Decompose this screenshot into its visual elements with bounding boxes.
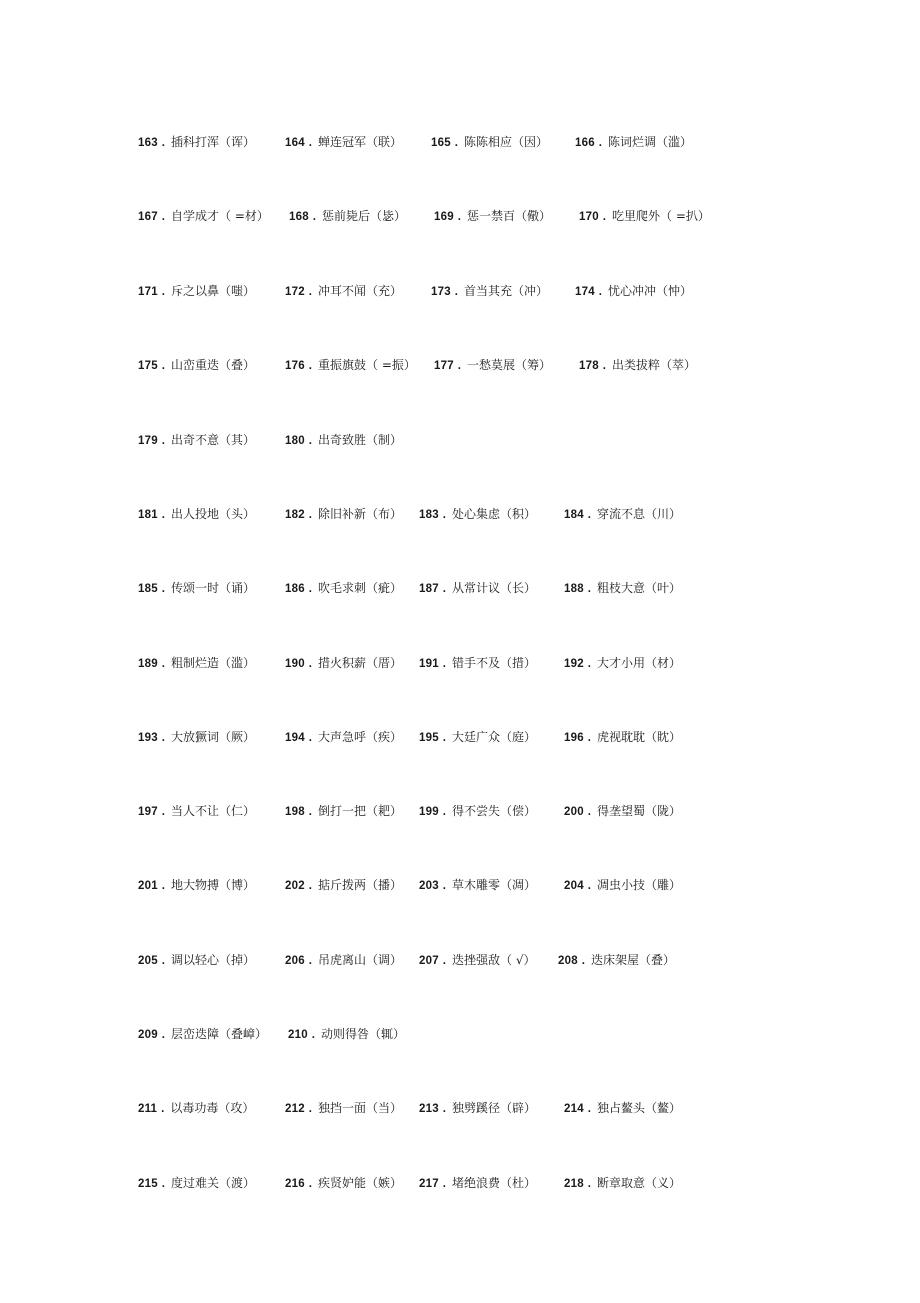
entry-number-dot: . — [161, 658, 165, 670]
idiom-entry — [564, 653, 681, 674]
idiom-entry — [564, 875, 681, 896]
idiom-entry — [419, 950, 535, 971]
idiom-entry — [564, 801, 681, 822]
entry-number: 197 — [138, 806, 158, 818]
idiom-entry — [285, 430, 402, 451]
entry-number-dot: . — [311, 1029, 315, 1041]
entry-row — [0, 281, 920, 301]
entry-text: 大声急呼（疾） — [318, 730, 403, 744]
entry-number: 166 — [575, 137, 595, 149]
entry-text: 掂斤拨两（播） — [318, 878, 403, 892]
entry-text: 陈词烂调（滥） — [608, 135, 693, 149]
entry-number: 198 — [285, 806, 305, 818]
entry-number: 205 — [138, 955, 158, 967]
idiom-entry — [138, 355, 255, 376]
entry-row — [0, 504, 920, 524]
entry-text: 山峦重迭（叠） — [171, 358, 256, 372]
entry-row — [0, 355, 920, 375]
idiom-entry — [138, 1098, 254, 1119]
entry-row — [0, 1098, 920, 1118]
idiom-entry — [431, 281, 548, 302]
entry-number: 175 — [138, 360, 158, 372]
entry-text: 出奇不意（其） — [171, 433, 256, 447]
entry-row — [0, 801, 920, 821]
entry-number-dot: . — [161, 732, 165, 744]
entry-text: 得不尝失（偿） — [452, 804, 537, 818]
entry-text: 倒打一把（耙） — [318, 804, 403, 818]
idiom-entry — [138, 132, 255, 153]
entry-number-dot: . — [308, 806, 312, 818]
idiom-entry — [419, 653, 536, 674]
entry-number: 186 — [285, 583, 305, 595]
entry-number-dot: . — [161, 880, 165, 892]
entry-number: 216 — [285, 1178, 305, 1190]
entry-number-dot: . — [442, 583, 446, 595]
entry-number: 185 — [138, 583, 158, 595]
entry-number: 217 — [419, 1178, 439, 1190]
entry-number: 165 — [431, 137, 451, 149]
entry-text: 草木雕零（凋） — [452, 878, 537, 892]
idiom-entry — [285, 1173, 402, 1194]
entry-number-dot: . — [457, 360, 461, 372]
idiom-entry — [419, 504, 536, 525]
idiom-entry — [575, 132, 692, 153]
entry-text: 地大物搏（博） — [171, 878, 256, 892]
entry-number-dot: . — [587, 1178, 591, 1190]
entry-number: 203 — [419, 880, 439, 892]
entry-number-dot: . — [598, 137, 602, 149]
entry-number: 214 — [564, 1103, 584, 1115]
entry-number-dot: . — [602, 211, 606, 223]
entry-number-dot: . — [442, 658, 446, 670]
idiom-entry — [419, 801, 536, 822]
entry-text: 疾贤妒能（嫉） — [318, 1176, 403, 1190]
entry-number: 192 — [564, 658, 584, 670]
entry-row — [0, 578, 920, 598]
entry-row — [0, 132, 920, 152]
idiom-entry — [285, 132, 402, 153]
entry-number: 177 — [434, 360, 454, 372]
entry-text: 措火积薪（厝） — [318, 656, 403, 670]
entry-row — [0, 653, 920, 673]
idiom-entry — [138, 875, 255, 896]
entry-number: 211 — [138, 1103, 158, 1115]
entry-number-dot: . — [442, 955, 446, 967]
entry-text: 断章取意（义） — [597, 1176, 682, 1190]
entry-number-dot: . — [161, 435, 165, 447]
entry-text: 吊虎离山（调） — [318, 953, 403, 967]
idiom-entry — [419, 1098, 536, 1119]
idiom-entry — [138, 653, 255, 674]
entry-text: 斥之以鼻（嗤） — [171, 284, 256, 298]
entry-number: 200 — [564, 806, 584, 818]
entry-number-dot: . — [308, 955, 312, 967]
entry-number: 182 — [285, 509, 305, 521]
entry-row — [0, 950, 920, 970]
entry-text: 吃里爬外（ =扒） — [612, 209, 710, 223]
entry-number-dot: . — [587, 806, 591, 818]
idiom-entry — [564, 1098, 681, 1119]
entry-number: 212 — [285, 1103, 305, 1115]
entry-number-dot: . — [161, 1103, 165, 1115]
entry-text: 出奇致胜（制） — [318, 433, 403, 447]
idiom-entry — [138, 1024, 267, 1045]
idiom-entry — [431, 132, 548, 153]
idiom-entry — [419, 1173, 536, 1194]
entry-number: 179 — [138, 435, 158, 447]
entry-text: 重振旗鼓（ =振） — [318, 358, 416, 372]
entry-number: 168 — [289, 211, 309, 223]
entry-number: 167 — [138, 211, 158, 223]
idiom-entry — [138, 281, 255, 302]
idiom-entry — [138, 206, 269, 227]
entry-text: 吹毛求刺（疵） — [318, 581, 403, 595]
entry-row — [0, 1024, 920, 1044]
entry-text: 忧心冲冲（忡） — [608, 284, 693, 298]
entry-number-dot: . — [581, 955, 585, 967]
entry-number-dot: . — [161, 806, 165, 818]
idiom-entry — [419, 578, 536, 599]
entry-number-dot: . — [308, 880, 312, 892]
entry-number-dot: . — [442, 1103, 446, 1115]
entry-number-dot: . — [308, 435, 312, 447]
entry-number-dot: . — [308, 286, 312, 298]
entry-number: 183 — [419, 509, 439, 521]
entry-number-dot: . — [587, 732, 591, 744]
entry-number-dot: . — [457, 211, 461, 223]
entry-number-dot: . — [161, 1029, 165, 1041]
entry-number: 210 — [288, 1029, 308, 1041]
entry-text: 度过难关（渡） — [171, 1176, 256, 1190]
entry-number: 170 — [579, 211, 599, 223]
idiom-entry — [289, 206, 406, 227]
entry-number: 201 — [138, 880, 158, 892]
entry-number: 184 — [564, 509, 584, 521]
entry-number: 172 — [285, 286, 305, 298]
idiom-entry — [558, 950, 675, 971]
entry-number-dot: . — [587, 1103, 591, 1115]
entry-text: 一愁莫展（筹） — [467, 358, 552, 372]
entry-number-dot: . — [308, 137, 312, 149]
entry-text: 独劈蹊径（辟） — [452, 1101, 537, 1115]
entry-text: 得垄望蜀（陇） — [597, 804, 682, 818]
entry-text: 迭挫强敌（ √） — [452, 953, 536, 967]
entry-number-dot: . — [308, 1103, 312, 1115]
entry-number: 187 — [419, 583, 439, 595]
entry-text: 冲耳不闻（充） — [318, 284, 403, 298]
entry-number: 218 — [564, 1178, 584, 1190]
entry-number: 180 — [285, 435, 305, 447]
entry-number-dot: . — [454, 286, 458, 298]
entry-text: 惩前毙后（毖） — [322, 209, 407, 223]
entry-text: 大才小用（材） — [597, 656, 682, 670]
idiom-entry — [285, 504, 402, 525]
idiom-entry — [564, 504, 681, 525]
idiom-entry — [564, 727, 681, 748]
idiom-entry — [138, 1173, 255, 1194]
entry-number-dot: . — [442, 1178, 446, 1190]
idiom-entry — [285, 653, 402, 674]
entry-number-dot: . — [161, 1178, 165, 1190]
idiom-entry — [138, 727, 255, 748]
idiom-entry — [138, 504, 255, 525]
entry-number-dot: . — [308, 1178, 312, 1190]
entry-number: 206 — [285, 955, 305, 967]
entry-number-dot: . — [587, 509, 591, 521]
entry-number-dot: . — [587, 583, 591, 595]
idiom-entry — [285, 950, 402, 971]
entry-number-dot: . — [161, 509, 165, 521]
entry-row — [0, 727, 920, 747]
entry-number-dot: . — [442, 806, 446, 818]
entry-number: 169 — [434, 211, 454, 223]
entry-text: 陈陈相应（因） — [464, 135, 549, 149]
entry-number: 215 — [138, 1178, 158, 1190]
idiom-entry — [138, 578, 255, 599]
entry-text: 独挡一面（当） — [318, 1101, 403, 1115]
entry-text: 插科打浑（诨） — [171, 135, 256, 149]
entry-text: 层峦迭障（叠嶂） — [171, 1027, 268, 1041]
entry-text: 惩一禁百（儆） — [467, 209, 552, 223]
idiom-entry — [138, 430, 255, 451]
entry-text: 虎视耽耽（眈） — [597, 730, 682, 744]
entry-number: 204 — [564, 880, 584, 892]
entry-number: 208 — [558, 955, 578, 967]
entry-number: 191 — [419, 658, 439, 670]
entry-text: 调以轻心（掉） — [171, 953, 256, 967]
idiom-entry — [579, 355, 696, 376]
entry-number: 207 — [419, 955, 439, 967]
entry-number-dot: . — [308, 509, 312, 521]
idiom-entry — [419, 875, 536, 896]
entry-text: 动则得咎（辄） — [321, 1027, 406, 1041]
entry-number-dot: . — [598, 286, 602, 298]
entry-number: 193 — [138, 732, 158, 744]
entry-text: 传颂一时（诵） — [171, 581, 256, 595]
entry-text: 迭床架屋（叠） — [591, 953, 676, 967]
idiom-entry — [434, 206, 551, 227]
entry-number: 189 — [138, 658, 158, 670]
entry-number-dot: . — [442, 880, 446, 892]
entry-row — [0, 1173, 920, 1193]
entry-number-dot: . — [161, 286, 165, 298]
entry-number: 199 — [419, 806, 439, 818]
entry-number-dot: . — [602, 360, 606, 372]
entry-number-dot: . — [161, 137, 165, 149]
entry-text: 蝉连冠军（联） — [318, 135, 403, 149]
entry-text: 大廷广众（庭） — [452, 730, 537, 744]
entry-number-dot: . — [308, 658, 312, 670]
entry-number: 209 — [138, 1029, 158, 1041]
entry-number: 171 — [138, 286, 158, 298]
entry-number-dot: . — [442, 509, 446, 521]
entry-number-dot: . — [308, 360, 312, 372]
entry-number: 164 — [285, 137, 305, 149]
entry-number-dot: . — [454, 137, 458, 149]
idiom-entry — [138, 801, 255, 822]
entry-text: 凋虫小技（雕） — [597, 878, 682, 892]
entry-text: 穿流不息（川） — [597, 507, 682, 521]
entry-text: 粗枝大意（叶） — [597, 581, 682, 595]
idiom-entry — [434, 355, 551, 376]
idiom-entry — [285, 578, 402, 599]
entry-number: 213 — [419, 1103, 439, 1115]
idiom-entry — [285, 281, 402, 302]
entry-number-dot: . — [161, 583, 165, 595]
idiom-entry — [575, 281, 692, 302]
idiom-entry — [288, 1024, 405, 1045]
entry-text: 首当其充（冲） — [464, 284, 549, 298]
entry-number: 181 — [138, 509, 158, 521]
entry-number-dot: . — [161, 360, 165, 372]
entry-number: 195 — [419, 732, 439, 744]
entry-number-dot: . — [161, 211, 165, 223]
entry-text: 大放獗词（厥） — [171, 730, 256, 744]
entry-number: 194 — [285, 732, 305, 744]
entry-text: 独占鳌头（鳌） — [597, 1101, 682, 1115]
entry-text: 处心集虑（积） — [452, 507, 537, 521]
entry-number: 196 — [564, 732, 584, 744]
idiom-entry — [285, 875, 402, 896]
entry-number: 173 — [431, 286, 451, 298]
entry-row — [0, 430, 920, 450]
entry-number: 190 — [285, 658, 305, 670]
idiom-entry — [285, 801, 402, 822]
idiom-entry — [419, 727, 536, 748]
entry-text: 当人不让（仁） — [171, 804, 256, 818]
entry-number: 178 — [579, 360, 599, 372]
entry-number-dot: . — [312, 211, 316, 223]
entry-number: 188 — [564, 583, 584, 595]
entry-text: 出类拔粹（萃） — [612, 358, 697, 372]
entry-row — [0, 206, 920, 226]
idiom-entry — [579, 206, 710, 227]
entry-text: 自学成才（ =材） — [171, 209, 269, 223]
entry-number-dot: . — [308, 732, 312, 744]
entry-number: 176 — [285, 360, 305, 372]
entry-text: 除旧补新（布） — [318, 507, 403, 521]
idiom-entry — [564, 1173, 681, 1194]
idiom-entry — [138, 950, 255, 971]
entry-text: 粗制烂造（滥） — [171, 656, 256, 670]
idiom-entry — [285, 355, 416, 376]
idiom-entry — [285, 727, 402, 748]
entry-number: 163 — [138, 137, 158, 149]
entry-row — [0, 875, 920, 895]
entry-text: 从常计议（长） — [452, 581, 537, 595]
entry-text: 以毒功毒（攻） — [170, 1101, 255, 1115]
entry-text: 堵绝浪费（杜） — [452, 1176, 537, 1190]
entry-number: 202 — [285, 880, 305, 892]
entry-text: 错手不及（措） — [452, 656, 537, 670]
idiom-entry — [564, 578, 681, 599]
entry-number-dot: . — [161, 955, 165, 967]
entry-number-dot: . — [587, 658, 591, 670]
idiom-entry — [285, 1098, 402, 1119]
entry-number-dot: . — [587, 880, 591, 892]
entry-number-dot: . — [442, 732, 446, 744]
entry-number: 174 — [575, 286, 595, 298]
entry-number-dot: . — [308, 583, 312, 595]
entry-text: 出人投地（头） — [171, 507, 256, 521]
